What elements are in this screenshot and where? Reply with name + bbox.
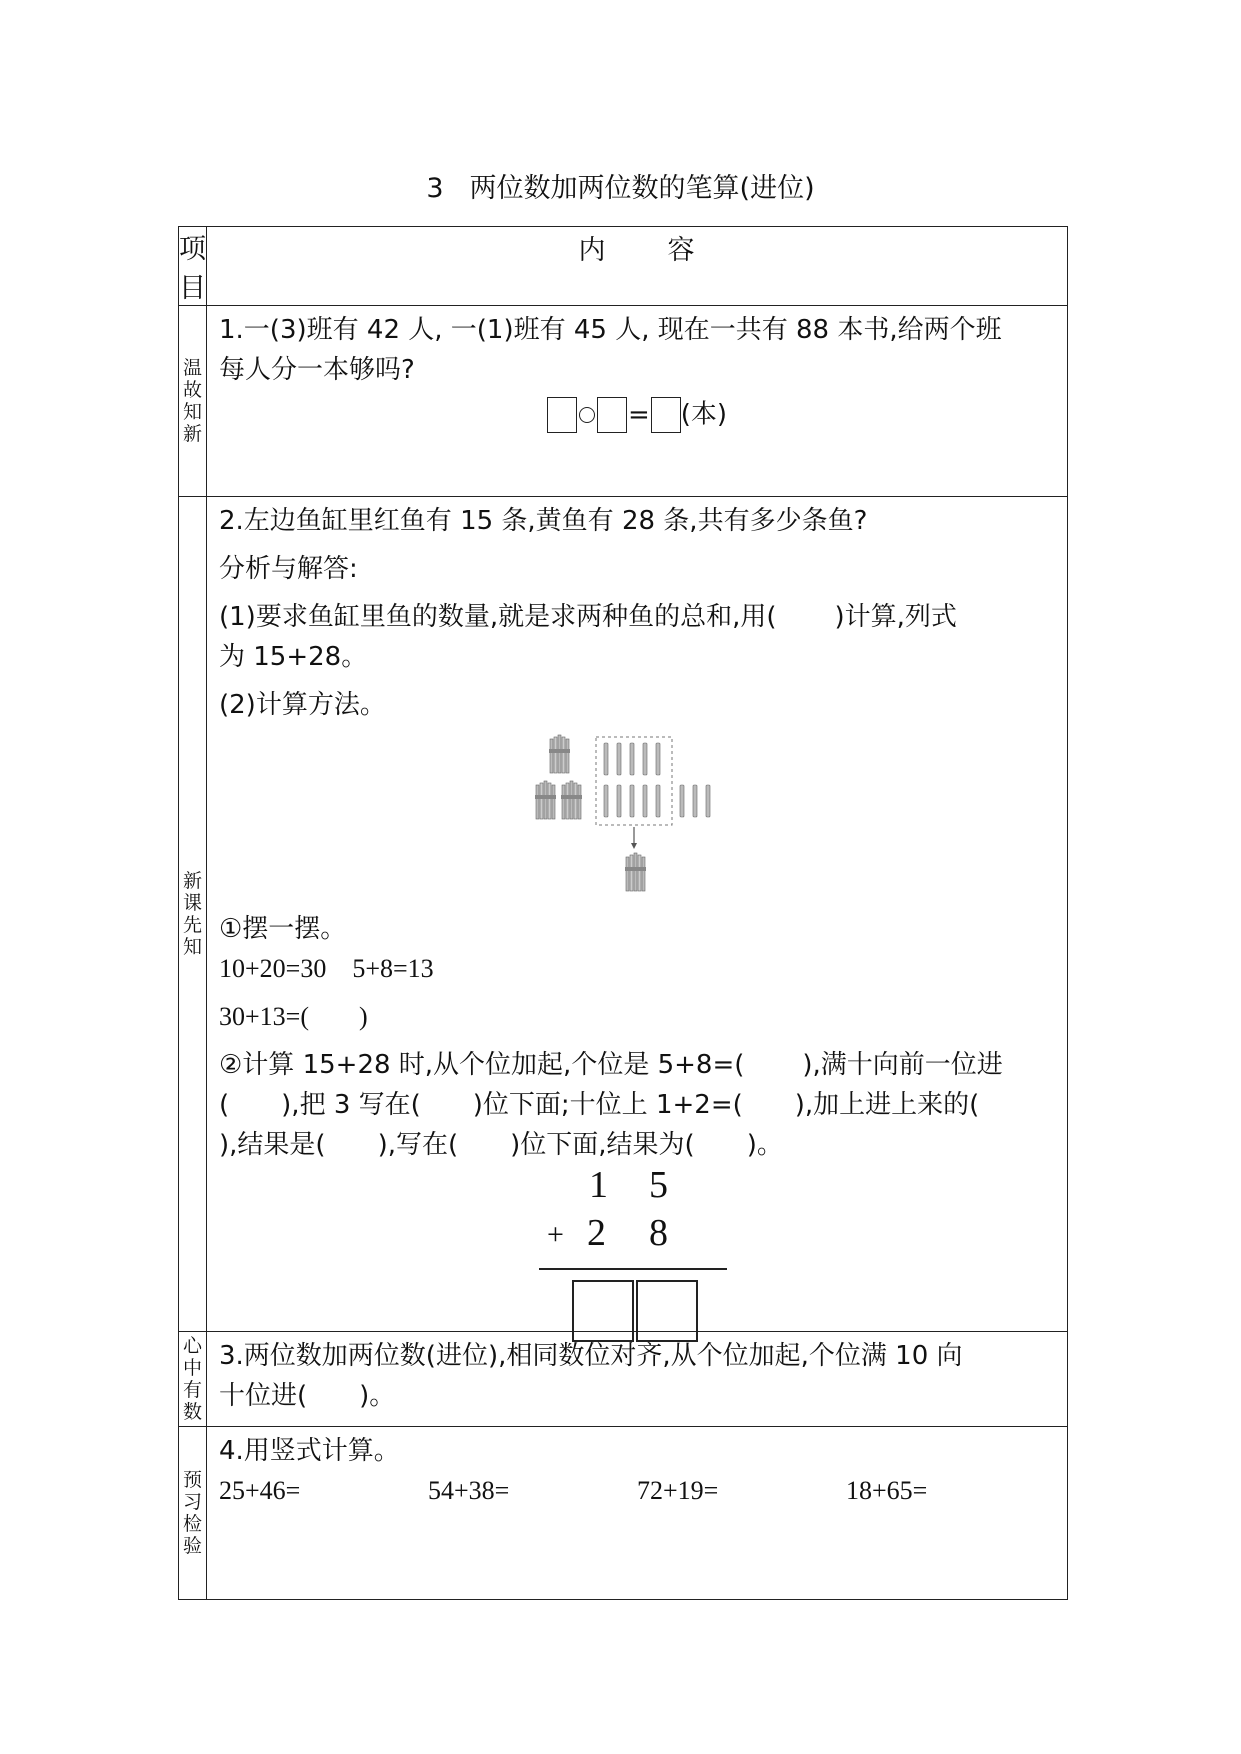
digit-bottom-ones: 8 — [649, 1212, 668, 1254]
calc-paragraph — [219, 1045, 1055, 1165]
digit-bottom-tens: 2 — [587, 1212, 606, 1254]
analysis-heading: 分析与解答: — [219, 554, 358, 584]
equals-sign: = — [627, 399, 650, 430]
arrange-text: 30+13=( — [219, 1002, 309, 1031]
arrange-heading: ①摆一摆。 — [219, 914, 347, 944]
bundle-icon — [549, 735, 570, 773]
calc-text: )。 — [746, 1130, 783, 1160]
digit-top-tens: 1 — [589, 1164, 608, 1206]
plus-sign: + — [547, 1218, 564, 1251]
calc-text: )位下面,结果为( — [510, 1130, 695, 1160]
title-text: 两位数加两位数的笔算(进位) — [469, 173, 815, 204]
step-1-text: )计算,列式 — [834, 602, 957, 632]
calc-text: ),写在( — [377, 1130, 459, 1160]
label-char: 心 — [182, 1335, 202, 1357]
section-label-preview — [179, 497, 207, 1332]
unit-label: (本) — [680, 399, 728, 430]
section-content-summary — [207, 1332, 1068, 1427]
section-label-summary — [179, 1332, 207, 1427]
worksheet-table — [178, 226, 1068, 1600]
label-char: 检 — [182, 1513, 202, 1535]
question-1-line2: 每人分一本够吗? — [219, 355, 415, 385]
page-title — [0, 166, 1241, 205]
label-char: 知 — [182, 936, 202, 958]
answer-box-tens[interactable] — [572, 1280, 634, 1342]
label-char: 习 — [182, 1491, 202, 1513]
calc-text: ),结果是( — [219, 1130, 326, 1160]
label-char: 温 — [182, 357, 202, 379]
answer-box[interactable] — [597, 397, 627, 433]
problem-1: 25+46= — [219, 1476, 301, 1505]
sum-line — [539, 1268, 727, 1270]
calc-text: ( — [219, 1090, 230, 1120]
section-label-check — [179, 1427, 207, 1600]
section-check — [179, 1427, 1068, 1600]
counting-sticks-illustration — [532, 731, 742, 901]
answer-box[interactable] — [651, 397, 681, 433]
vertical-addition — [219, 1165, 1055, 1330]
equation-boxes — [219, 394, 1055, 442]
summary-text: )。 — [359, 1381, 396, 1411]
problem-3: 72+19= — [637, 1476, 719, 1505]
section-content-check — [207, 1427, 1068, 1600]
bundle-icon — [535, 781, 556, 819]
section-label-review — [179, 306, 207, 497]
label-char: 数 — [182, 1401, 202, 1423]
step-2: (2)计算方法。 — [219, 690, 386, 720]
answer-box[interactable] — [547, 397, 577, 433]
section-review — [179, 306, 1068, 497]
header-content: 内容 — [207, 227, 1068, 306]
step-1 — [219, 597, 1055, 637]
calc-text: )位下面;十位上 1+2=( — [472, 1090, 743, 1120]
answer-box-ones[interactable] — [636, 1280, 698, 1342]
header-project: 项目 — [179, 227, 207, 306]
label-char: 中 — [182, 1357, 202, 1379]
digit-top-ones: 5 — [649, 1164, 668, 1206]
question-1-line1: 1.一(3)班有 42 人, 一(1)班有 45 人, 现在一共有 88 本书,给两个班 — [219, 315, 1002, 345]
bundle-icon — [625, 853, 646, 891]
summary-text: 十位进( — [219, 1381, 308, 1411]
problem-2: 54+38= — [428, 1476, 510, 1505]
calc-text: ),把 3 写在( — [281, 1090, 421, 1120]
summary-line-2 — [219, 1376, 1055, 1416]
section-preview — [179, 497, 1068, 1332]
step-1-text: (1)要求鱼缸里鱼的数量,就是求两种鱼的总和,用( — [219, 602, 777, 632]
label-char: 新 — [182, 870, 202, 892]
label-char: 新 — [182, 423, 202, 445]
practice-problems — [219, 1471, 1055, 1511]
arrange-line-1: 10+20=30 5+8=13 — [219, 954, 434, 983]
summary-line-1: 3.两位数加两位数(进位),相同数位对齐,从个位加起,个位满 10 向 — [219, 1341, 963, 1371]
label-char: 知 — [182, 401, 202, 423]
section-content-preview — [207, 497, 1068, 1332]
step-1-formula: 为 15+28。 — [219, 642, 368, 672]
label-char: 验 — [182, 1535, 202, 1557]
bundle-icon — [561, 781, 582, 819]
operator-circle[interactable] — [579, 407, 595, 423]
question-4: 4.用竖式计算。 — [219, 1436, 400, 1466]
calc-text: ),满十向前一位进 — [802, 1050, 1003, 1080]
arrange-text: ) — [358, 1002, 368, 1031]
question-2: 2.左边鱼缸里红鱼有 15 条,黄鱼有 28 条,共有多少条鱼? — [219, 506, 868, 536]
problem-4: 18+65= — [846, 1476, 928, 1505]
arrange-line-2 — [219, 997, 1055, 1037]
label-char: 故 — [182, 379, 202, 401]
label-char: 预 — [182, 1469, 202, 1491]
section-summary — [179, 1332, 1068, 1427]
label-char: 有 — [182, 1379, 202, 1401]
title-number: 3 — [426, 173, 444, 204]
calc-text: ),加上进上来的( — [794, 1090, 980, 1120]
label-char: 先 — [182, 914, 202, 936]
section-content-review — [207, 306, 1068, 497]
header-row — [179, 227, 1068, 306]
label-char: 课 — [182, 892, 202, 914]
calc-text: ②计算 15+28 时,从个位加起,个位是 5+8=( — [219, 1050, 745, 1080]
